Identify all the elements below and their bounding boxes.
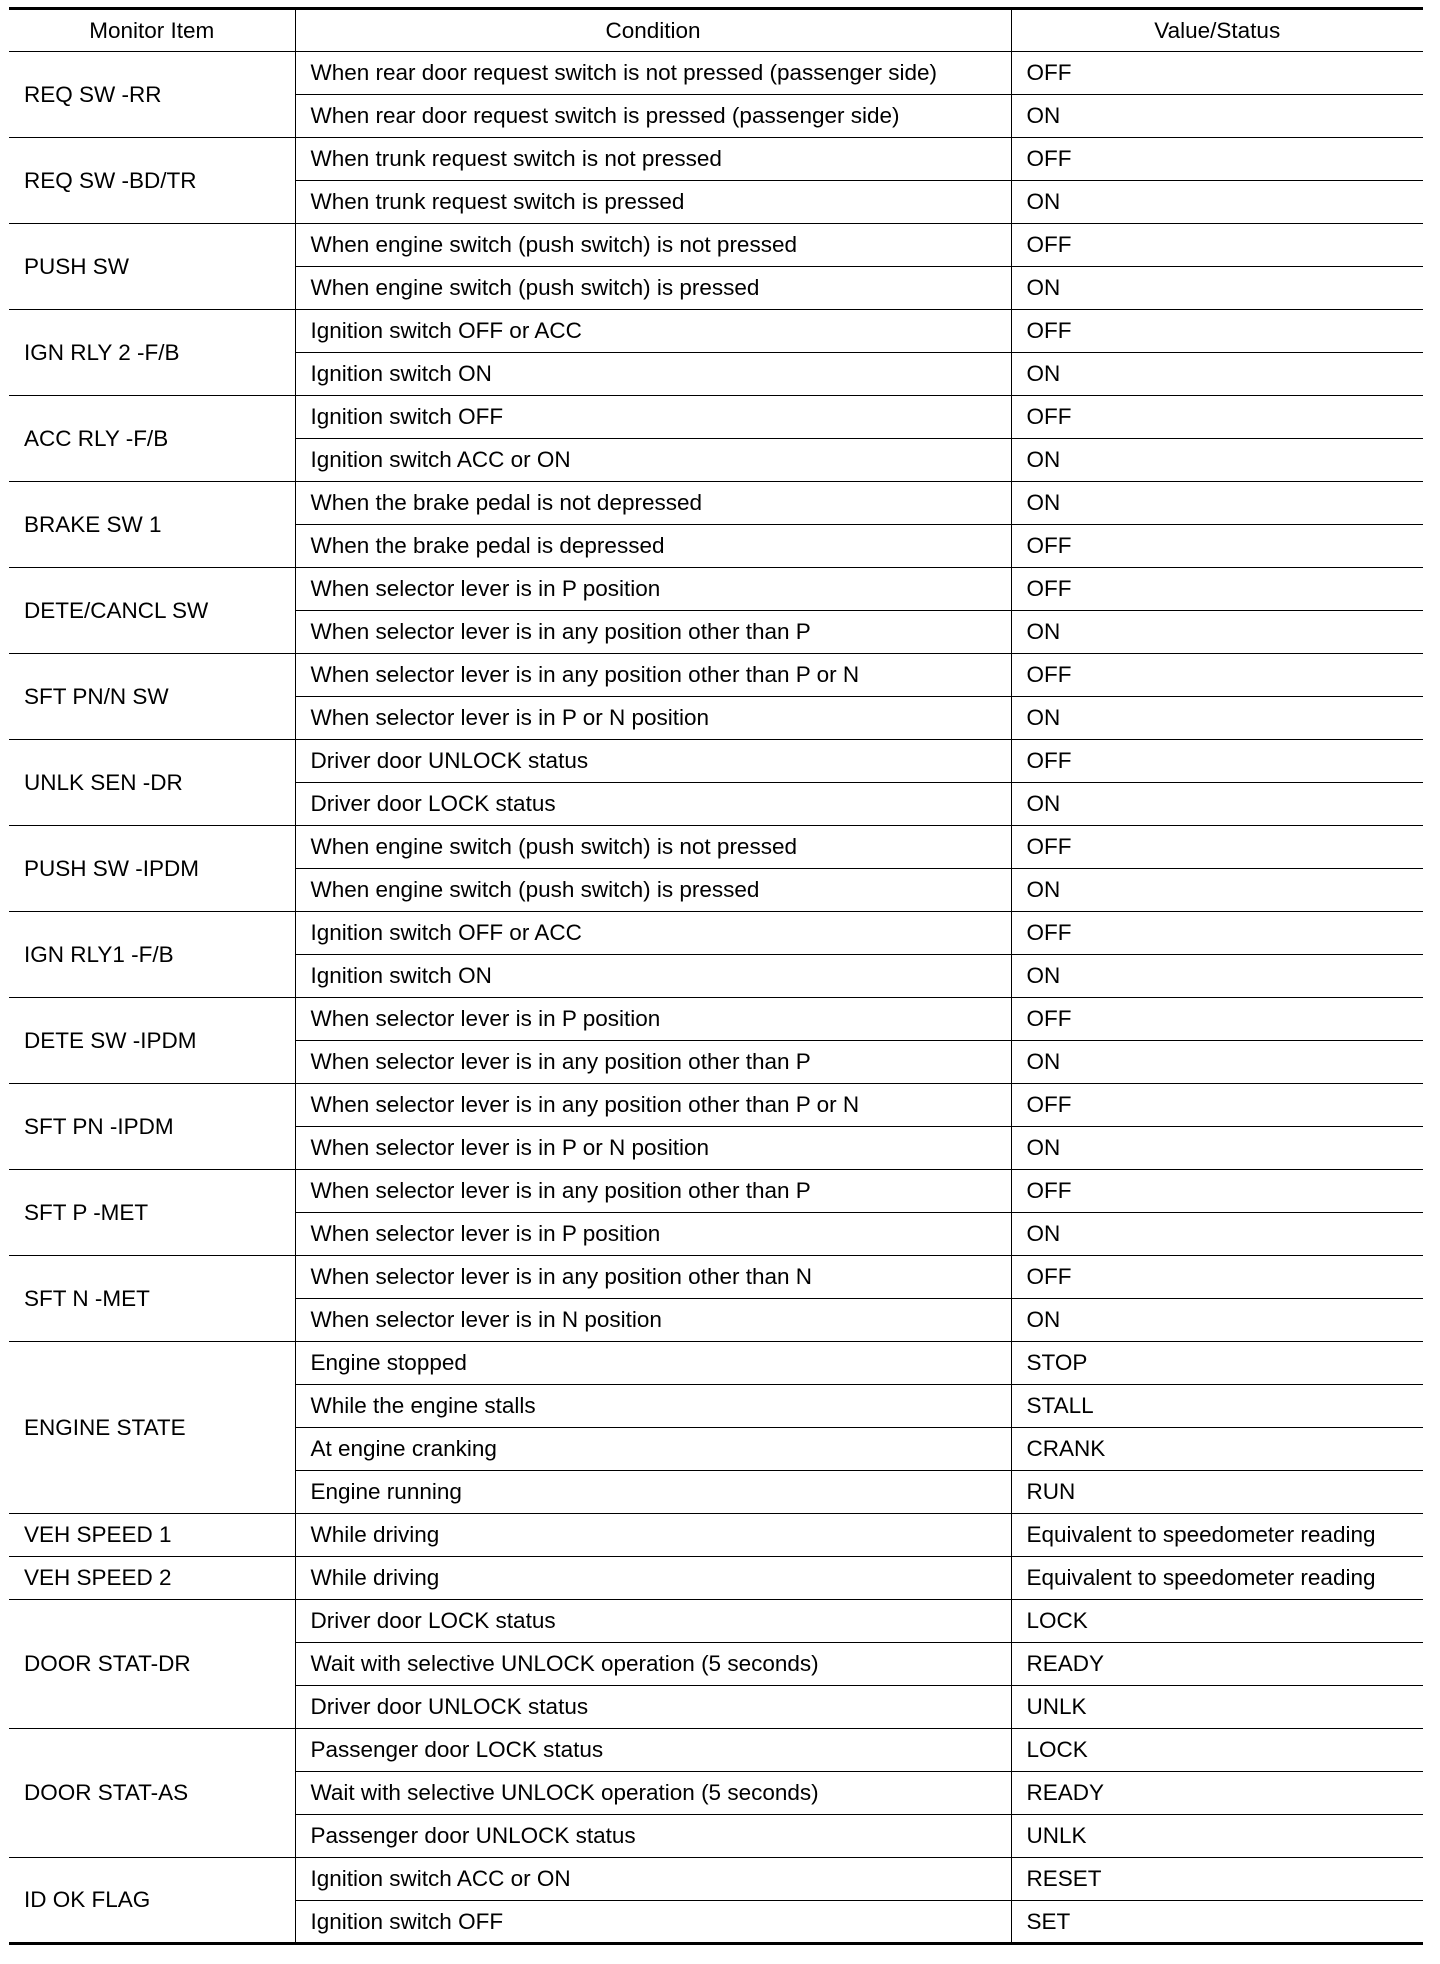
table-body [9,52,1423,1944]
condition-cell: When selector lever is in P position [295,568,1011,611]
condition-cell: Ignition switch OFF [295,396,1011,439]
header-value-status: Value/Status [1011,9,1423,52]
value-status-cell: READY [1011,1772,1423,1815]
table-row [9,224,1423,267]
value-status-cell: OFF [1011,396,1423,439]
condition-cell: When engine switch (push switch) is pressed [295,267,1011,310]
condition-cell: When selector lever is in P position [295,1213,1011,1256]
value-status-cell: ON [1011,1213,1423,1256]
value-status-cell: ON [1011,267,1423,310]
monitor-item-cell: PUSH SW -IPDM [9,826,295,912]
value-status-cell: ON [1011,869,1423,912]
monitor-item-cell: ENGINE STATE [9,1342,295,1514]
monitor-item-cell: DOOR STAT-DR [9,1600,295,1729]
value-status-cell: ON [1011,1041,1423,1084]
value-status-cell: OFF [1011,1170,1423,1213]
condition-cell: Engine stopped [295,1342,1011,1385]
condition-cell: At engine cranking [295,1428,1011,1471]
monitor-item-cell: REQ SW -BD/TR [9,138,295,224]
condition-cell: When selector lever is in any position other than P [295,1041,1011,1084]
value-status-cell: ON [1011,439,1423,482]
condition-cell: Ignition switch ACC or ON [295,1858,1011,1901]
value-status-cell: LOCK [1011,1600,1423,1643]
header-condition: Condition [295,9,1011,52]
monitor-item-cell: SFT PN -IPDM [9,1084,295,1170]
table-row [9,1514,1423,1557]
value-status-cell: READY [1011,1643,1423,1686]
monitor-item-cell: ACC RLY -F/B [9,396,295,482]
monitor-item-cell: IGN RLY1 -F/B [9,912,295,998]
condition-cell: Wait with selective UNLOCK operation (5 seconds) [295,1643,1011,1686]
value-status-cell: OFF [1011,912,1423,955]
value-status-cell: ON [1011,95,1423,138]
condition-cell: Passenger door UNLOCK status [295,1815,1011,1858]
table-row [9,568,1423,611]
table-row [9,1084,1423,1127]
condition-cell: While driving [295,1514,1011,1557]
table-row [9,1557,1423,1600]
value-status-cell: ON [1011,955,1423,998]
value-status-cell: OFF [1011,525,1423,568]
value-status-cell: OFF [1011,52,1423,95]
monitor-item-cell: DETE/CANCL SW [9,568,295,654]
condition-cell: Ignition switch ON [295,353,1011,396]
table-row [9,1858,1423,1901]
monitor-item-table [9,7,1423,1945]
monitor-item-cell: SFT N -MET [9,1256,295,1342]
value-status-cell: OFF [1011,1256,1423,1299]
condition-cell: When trunk request switch is not pressed [295,138,1011,181]
condition-cell: When engine switch (push switch) is pressed [295,869,1011,912]
condition-cell: While driving [295,1557,1011,1600]
table-row [9,1600,1423,1643]
condition-cell: When selector lever is in any position other than P or N [295,1084,1011,1127]
condition-cell: When selector lever is in P or N position [295,697,1011,740]
monitor-item-cell: REQ SW -RR [9,52,295,138]
header-monitor-item: Monitor Item [9,9,295,52]
table-row [9,826,1423,869]
condition-cell: Engine running [295,1471,1011,1514]
value-status-cell: ON [1011,482,1423,525]
condition-cell: Driver door LOCK status [295,1600,1011,1643]
table-row [9,740,1423,783]
table-row [9,310,1423,353]
table-row [9,482,1423,525]
condition-cell: Ignition switch OFF or ACC [295,912,1011,955]
value-status-cell: OFF [1011,740,1423,783]
table-row [9,1170,1423,1213]
value-status-cell: OFF [1011,568,1423,611]
condition-cell: When selector lever is in any position other than P or N [295,654,1011,697]
value-status-cell: ON [1011,353,1423,396]
condition-cell: Ignition switch OFF or ACC [295,310,1011,353]
condition-cell: When engine switch (push switch) is not pressed [295,826,1011,869]
value-status-cell: OFF [1011,826,1423,869]
table-row [9,396,1423,439]
condition-cell: Ignition switch ACC or ON [295,439,1011,482]
table-row [9,912,1423,955]
table-row [9,998,1423,1041]
value-status-cell: ON [1011,611,1423,654]
condition-cell: Ignition switch ON [295,955,1011,998]
monitor-item-cell: SFT PN/N SW [9,654,295,740]
value-status-cell: RUN [1011,1471,1423,1514]
condition-cell: When selector lever is in any position other than P [295,1170,1011,1213]
value-status-cell: STALL [1011,1385,1423,1428]
table-row [9,654,1423,697]
condition-cell: When engine switch (push switch) is not pressed [295,224,1011,267]
condition-cell: When the brake pedal is depressed [295,525,1011,568]
condition-cell: When selector lever is in P or N position [295,1127,1011,1170]
value-status-cell: UNLK [1011,1686,1423,1729]
monitor-item-cell: UNLK SEN -DR [9,740,295,826]
value-status-cell: OFF [1011,224,1423,267]
condition-cell: When selector lever is in P position [295,998,1011,1041]
monitor-item-cell: ID OK FLAG [9,1858,295,1944]
value-status-cell: STOP [1011,1342,1423,1385]
value-status-cell: OFF [1011,310,1423,353]
monitor-item-cell: IGN RLY 2 -F/B [9,310,295,396]
value-status-cell: ON [1011,697,1423,740]
condition-cell: While the engine stalls [295,1385,1011,1428]
value-status-cell: SET [1011,1901,1423,1944]
table-row [9,52,1423,95]
condition-cell: Driver door UNLOCK status [295,1686,1011,1729]
value-status-cell: Equivalent to speedometer reading [1011,1514,1423,1557]
table-header-row [9,9,1423,52]
condition-cell: When rear door request switch is pressed (passenger side) [295,95,1011,138]
condition-cell: Driver door UNLOCK status [295,740,1011,783]
value-status-cell: OFF [1011,1084,1423,1127]
table-row [9,1342,1423,1385]
condition-cell: When selector lever is in N position [295,1299,1011,1342]
monitor-item-cell: PUSH SW [9,224,295,310]
value-status-cell: OFF [1011,998,1423,1041]
table-row [9,1729,1423,1772]
condition-cell: When the brake pedal is not depressed [295,482,1011,525]
condition-cell: Wait with selective UNLOCK operation (5 seconds) [295,1772,1011,1815]
value-status-cell: ON [1011,1127,1423,1170]
monitor-item-cell: VEH SPEED 2 [9,1557,295,1600]
condition-cell: When selector lever is in any position other than P [295,611,1011,654]
monitor-item-cell: DOOR STAT-AS [9,1729,295,1858]
value-status-cell: OFF [1011,654,1423,697]
value-status-cell: CRANK [1011,1428,1423,1471]
value-status-cell: ON [1011,1299,1423,1342]
condition-cell: When rear door request switch is not pressed (passenger side) [295,52,1011,95]
value-status-cell: ON [1011,181,1423,224]
table-row [9,138,1423,181]
monitor-item-cell: DETE SW -IPDM [9,998,295,1084]
monitor-item-cell: VEH SPEED 1 [9,1514,295,1557]
condition-cell: When trunk request switch is pressed [295,181,1011,224]
condition-cell: Passenger door LOCK status [295,1729,1011,1772]
condition-cell: Ignition switch OFF [295,1901,1011,1944]
condition-cell: When selector lever is in any position other than N [295,1256,1011,1299]
value-status-cell: OFF [1011,138,1423,181]
value-status-cell: Equivalent to speedometer reading [1011,1557,1423,1600]
monitor-item-cell: SFT P -MET [9,1170,295,1256]
value-status-cell: LOCK [1011,1729,1423,1772]
value-status-cell: UNLK [1011,1815,1423,1858]
table-row [9,1256,1423,1299]
monitor-item-cell: BRAKE SW 1 [9,482,295,568]
value-status-cell: ON [1011,783,1423,826]
condition-cell: Driver door LOCK status [295,783,1011,826]
value-status-cell: RESET [1011,1858,1423,1901]
